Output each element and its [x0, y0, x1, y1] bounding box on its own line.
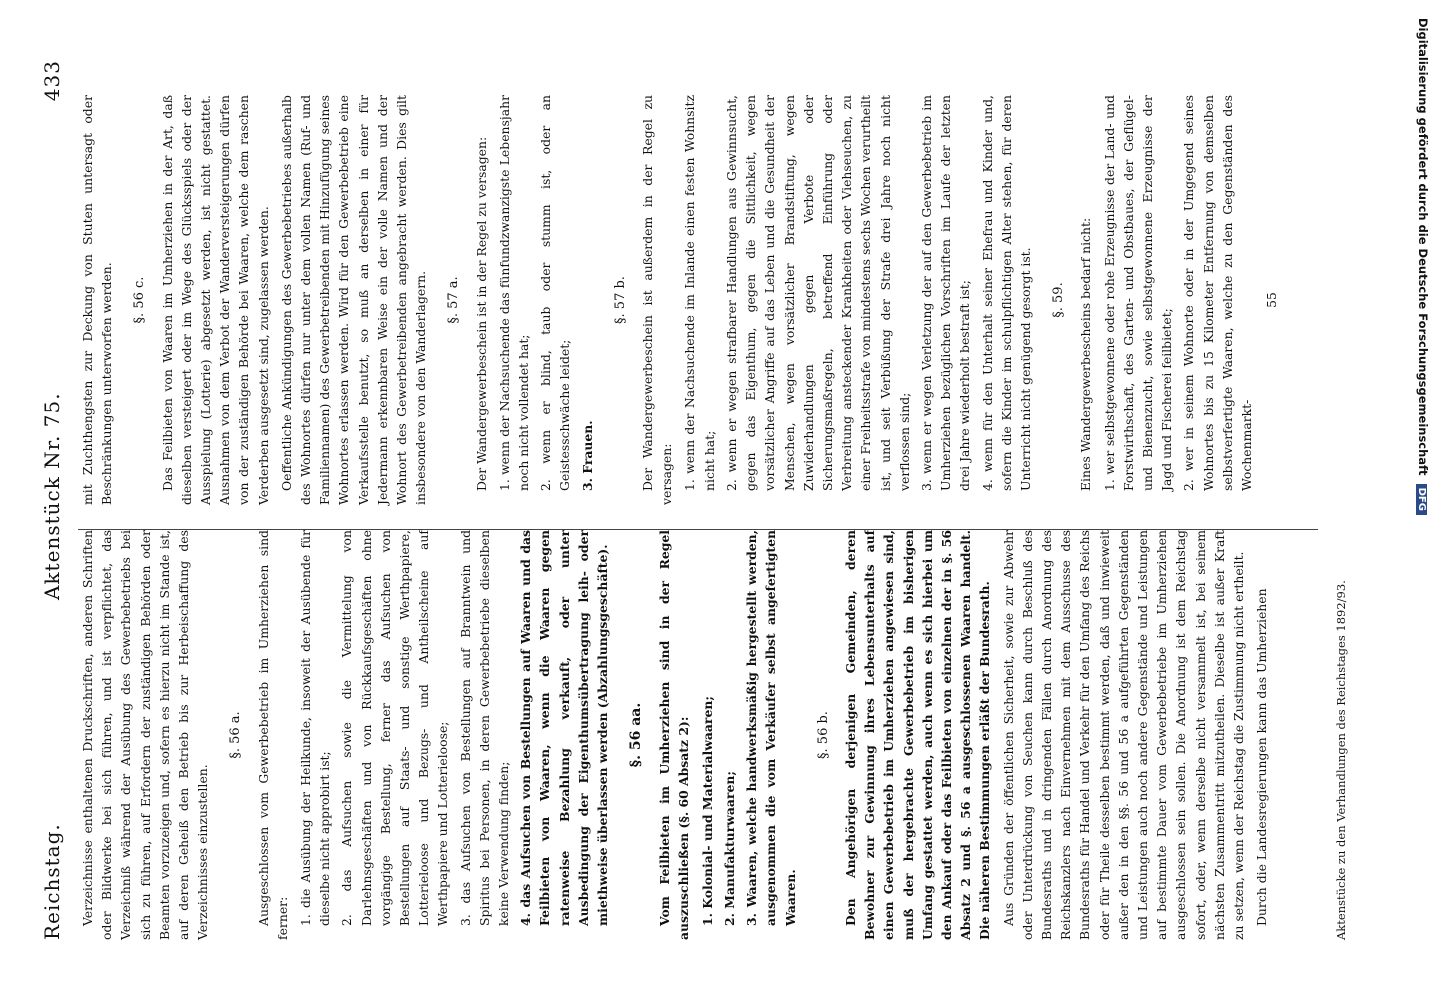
list-item: 3. wenn er wegen Verletzung der auf den Gewerbebetrieb im Umherziehen bezüglichen Vorschriften im Laufe der letzten drei Jahre wiederholt bestraft ist;: [918, 95, 973, 491]
list-item: 4. das Aufsuchen von Bestellungen auf Waaren und das Feilbieten von Waaren, wenn die Waaren gegen ratenweise Bezahlung verkauft, oder unter Ausbedingung der Eigenthumsübertragung leih- oder miethweise überlassen werden (Abzahlungsgeschäfte).: [518, 530, 611, 926]
dfg-logo: DFG: [1416, 484, 1427, 515]
numbered-list: [495, 95, 597, 505]
section-heading: §. 56 aa.: [628, 702, 645, 768]
paragraph: Der Wandergewerbeschein ist außerdem in der Regel zu versagen:: [640, 95, 675, 505]
list-item: 2. das Aufsuchen sowie die Vermittelung von Darlehnsgeschäften und von Rückkaufsgeschäften ohne vorgängige Bestellung, ferner das Aufsuchen von Bestellungen auf Staats- und sonstige Werthpapiere, Lotterieloose und Bezugs- und Antheilscheine auf Werthpapiere und Lotterieloose;: [339, 530, 451, 926]
list-item: 2. wer in seinem Wohnorte oder in der Umgegend seines Wohnortes bis zu 15 Kilometer Entfernung von demselben selbstverfertigte Waaren, welche zu den Gegenständen des Wochenmarkt-: [1181, 95, 1254, 491]
numbered-list: [680, 95, 1035, 505]
paragraph: Vom Feilbieten im Umherziehen sind in der Regel auszuschließen (§. 60 Absatz 2):: [657, 530, 692, 940]
left-column: [78, 530, 1275, 940]
list-item: 1. wer selbstgewonnene oder rohe Erzeugnisse der Land- und Forstwirthschaft, des Garten- und Obstbaues, der Geflügel- und Bienenzucht, sowie selbstgewonnene Erzeugnisse der Jagd und Fischerei feilbietet;: [1101, 95, 1175, 491]
list-item: 2. wenn er wegen strafbarer Handlungen aus Gewinnsucht, gegen das Eigenthum, gegen die Sittlichkeit, wegen vorsätzlicher Angriffe auf das Leben und die Gesundheit der Menschen, wegen vorsätzlicher Brandstiftung, wegen Zuwiderhandlungen gegen Verbote oder Sicherungsmaßregeln, betreffend Einführung oder Verbreitung ansteckender Krankheiten oder Viehseuchen, zu einer Freiheitsstrafe von mindestens sechs Wochen verurtheilt ist, und seit Verbüßung der Strafe drei Jahre noch nicht verflossen sind;: [723, 95, 912, 491]
digitization-credit-text: [1410, 18, 1430, 998]
numbered-list: [296, 530, 612, 940]
section-heading: §. 56 a.: [228, 711, 244, 759]
numbered-list: [1100, 95, 1257, 505]
header-center: Aktenstück Nr. 75.: [40, 392, 64, 600]
running-head: [40, 60, 70, 940]
list-item: 1. Kolonial- und Materialwaaren;: [699, 696, 715, 926]
paragraph: Ausgeschlossen vom Gewerbebetrieb im Umherziehen sind ferner:: [255, 530, 290, 940]
column-divider: [78, 529, 1318, 530]
header-left: Reichstag.: [40, 823, 64, 940]
paragraph: Verzeichnisse enthaltenen Druckschriften, anderen Schriften oder Bildwerke bei sich führen, und ist verpflichtet, das Verzeichniß während der Ausübung des Gewerbebetriebs bei sich zu führen, auf Erfordern der zuständigen Behörden oder Beamten vorzuzeigen und, sofern es hierzu nicht im Stande ist, auf deren Geheiß den Betrieb bis zur Herbeischaffung des Verzeichnisses einzustellen.: [80, 530, 211, 940]
section-heading: §. 56 b.: [815, 711, 831, 759]
list-item: 3. Frauen.: [579, 420, 595, 491]
list-item: 3. das Aufsuchen von Bestellungen auf Branntwein und Spiritus bei Personen, in deren Gewerbebetriebe dieselben keine Verwendung finden;: [457, 530, 512, 926]
footnote: Aktenstücke zu den Verhandlungen des Reichstages 1892/93.: [1334, 580, 1348, 940]
paragraph: Oeffentliche Ankündigungen des Gewerbebetriebes außerhalb des Wohnortes dürfen nur unter dem vollen Namen (Ruf- und Familiennamen) des Gewerbetreibenden mit Hinzufügung seines Wohnortes erlassen werden. Wird für den Gewerbebetrieb eine Verkaufsstelle benutzt, so muß an derselben in einer für Jedermann erkennbaren Weise ein der volle Namen und der Wohnort des Gewerbetreibenden angebracht werden. Dies gilt insbesondere von den Wanderlagern.: [278, 95, 429, 505]
section-heading: §. 57 b.: [612, 276, 628, 324]
digitization-credit: [1410, 18, 1430, 998]
page-number: 433: [40, 60, 64, 102]
section-heading: §. 59.: [1051, 282, 1067, 318]
list-item: 1. wenn der Nachsuchende im Inlande einen festen Wohnsitz nicht hat;: [682, 95, 717, 491]
paragraph: Der Wandergewerbeschein ist in der Regel zu versagen:: [473, 136, 489, 491]
paragraph: Den Angehörigen derjenigen Gemeinden, deren Bewohner zur Gewinnung ihres Lebensunterhalts auf einen Gewerbebetrieb im Umherziehen angewiesen sind, muß der hergebrachte Gewerbebetrieb im bisherigen Umfang gestattet werden, auch wenn es sich hierbei um den Ankauf oder das Feilbieten von einzelnen der in §. 56 Absatz 2 und §. 56 a ausgeschlossenen Waaren handelt. Die näheren Bestimmungen erläßt der Bundesrath.: [842, 530, 993, 940]
section-heading: §. 57 a.: [446, 276, 462, 324]
paragraph: Aus Gründen der öffentlichen Sicherheit, sowie zur Abwehr oder Unterdrückung von Seuchen kann durch Beschluß des Bundesraths und in dringenden Fällen durch Anordnung des Reichskanzlers nach Einvernehmen mit dem Ausschusse des Bundesraths für Handel und Verkehr für den Umfang des Reichs oder für Theile desselben bestimmt werden, daß und inwieweit außer den in den §§. 56 und 56 a aufgeführten Gegenständen und Leistungen auch noch andere Gegenstände und Leistungen auf bestimmte Dauer vom Gewerbebetriebe im Umherziehen ausgeschlossen sein sollen. Die Anordnung ist dem Reichstag sofort, oder, wenn derselbe nicht versammelt ist, bei seinem nächsten Zusammentritt mitzutheilen. Dieselbe ist außer Kraft zu setzen, wenn der Reichstag die Zustimmung nicht ertheilt.: [1000, 530, 1246, 940]
paragraph: Durch die Landesregierungen kann das Umherziehen: [1254, 588, 1270, 926]
list-item: 2. wenn er blind, taub oder stumm ist, oder an Geistesschwäche leidet;: [538, 95, 573, 491]
section-heading: §. 56 c.: [132, 276, 148, 324]
list-item: 3. Waaren, welche handwerksmäßig hergestellt werden, ausgenommen die vom Verkäufer selbst angefertigten Waaren.: [744, 530, 798, 926]
paragraph: Eines Wandergewerbescheins bedarf nicht:: [1078, 217, 1094, 491]
paragraph: Das Feilbieten von Waaren im Umherziehen in der Art, daß dieselben versteigert oder im Wege des Glücksspiels oder der Ausspielung (Lotterie) abgesetzt werden, ist nicht gestattet. Ausnahmen von dem Verbot der Wanderversteigerungen dürfen von der zuständigen Behörde bei Waaren, welche dem raschen Verderben ausgesetzt sind, zugelassen werden.: [159, 95, 271, 505]
right-column: [78, 95, 1281, 505]
numbered-list: [698, 530, 800, 940]
page-signature: 55: [1264, 292, 1280, 308]
paragraph: mit Zuchthengsten zur Deckung von Stuten untersagt oder Beschränkungen unterworfen werden.: [80, 95, 115, 505]
list-item: 1. die Ausübung der Heilkunde, insoweit der Ausübende für dieselbe nicht approbirt ist;: [298, 530, 333, 926]
list-item: 1. wenn der Nachsuchende das fünfundzwanzigste Lebensjahr noch nicht vollendet hat;: [496, 95, 532, 491]
list-item: 4. wenn für den Unterhalt seiner Ehefrau und Kinder und, sofern die Kinder im schulpflichtigen Alter stehen, für deren Unterricht nicht genügend gesorgt ist.: [979, 95, 1033, 491]
list-item: 2. Manufakturwaaren;: [721, 771, 737, 926]
digitization-label: Digitalisierung gefördert durch die Deutsche Forschungsgemeinschaft: [1416, 18, 1430, 476]
